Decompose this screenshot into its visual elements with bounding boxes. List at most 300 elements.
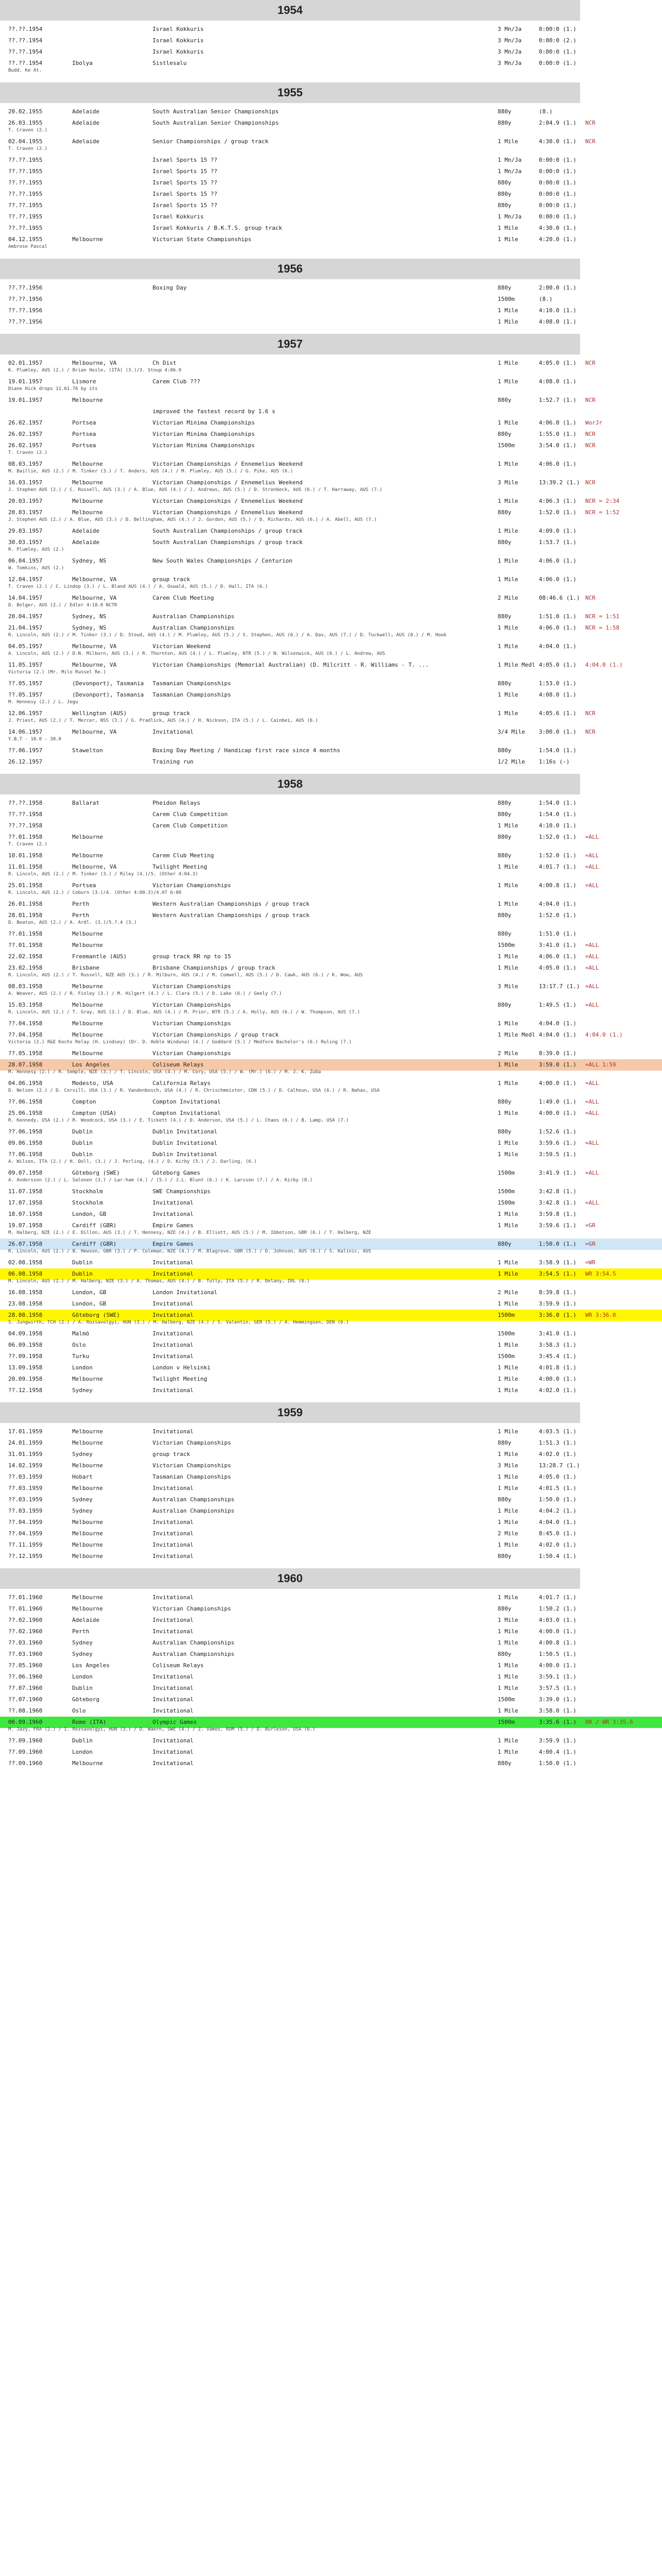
result-event: 1 Mile: [498, 822, 518, 829]
result-note: T. Craven (2.) / C. Lindop (3.) / L. Bland AUS (4.) / A. Oswald, AUS (5.) / D. Hall, ITA (6.): [8, 584, 268, 589]
result-date: 26.12.1957: [8, 758, 43, 765]
result-competition: South Australian Senior Championships: [152, 120, 279, 126]
result-location: Perth: [72, 901, 90, 907]
result-note: M. Halberg, NZE (2.) / E. Dillon, AUS (3.) / T. Hennesy, NZE (4.) / B. Elliott, AUS (5.) / M. Ibbotson, GBR (6.) / T. Halberg, NZE: [8, 1230, 371, 1235]
result-row: [0, 910, 662, 921]
result-event: 3 Mile: [498, 1462, 518, 1469]
result-record: =ALL: [585, 953, 599, 960]
result-row: [0, 641, 662, 652]
result-event: 1 Mile Medl: [498, 1031, 535, 1038]
result-row: [0, 1209, 662, 1220]
result-row: [0, 1449, 662, 1460]
result-event: 1/2 Mile: [498, 758, 525, 765]
result-date: 06.08.1958: [8, 1270, 43, 1277]
result-date: 30.03.1957: [8, 539, 43, 546]
result-time: 4:00.8 (1.): [539, 1639, 576, 1646]
result-date: ??.03.1960: [8, 1639, 43, 1646]
result-location: Adelaide: [72, 108, 99, 115]
result-date: ??.??.1954: [8, 26, 43, 32]
result-date: ??.06.1960: [8, 1673, 43, 1680]
result-competition: Invitational: [152, 1211, 194, 1217]
result-location: Melbourne, VA: [72, 576, 117, 583]
result-row: [0, 1126, 662, 1138]
result-date: 14.04.1957: [8, 595, 43, 601]
result-row: [0, 537, 662, 548]
result-event: 1 Mile: [498, 1749, 518, 1755]
result-location: Perth: [72, 1628, 90, 1635]
result-competition: Victorian Minima Championships: [152, 419, 255, 426]
result-date: ??.02.1960: [8, 1617, 43, 1623]
result-location: Melbourne, VA: [72, 662, 117, 668]
result-date: 18.07.1958: [8, 1211, 43, 1217]
result-row: [0, 756, 662, 768]
result-row: [0, 928, 662, 940]
result-time: 4:04.0 (1.): [539, 1031, 576, 1038]
result-date: 31.01.1959: [8, 1451, 43, 1458]
result-record: NCR: [585, 710, 596, 717]
result-event: 1500m: [498, 442, 515, 449]
result-record: =ALL: [585, 1002, 599, 1008]
result-time: 0:00:0 (1.): [539, 213, 576, 220]
result-competition: Israel Sports 15 ??: [152, 168, 217, 175]
result-row: [0, 1649, 662, 1660]
result-competition: SWE Championships: [152, 1188, 211, 1195]
result-date: 12.04.1957: [8, 576, 43, 583]
result-time: 1:54.0 (1.): [539, 811, 576, 818]
result-time: 4:00.0 (1.): [539, 1376, 576, 1382]
result-row: [0, 376, 662, 387]
result-date: ??.05.1957: [8, 691, 43, 698]
result-location: Dublin: [72, 1140, 93, 1146]
result-event: 880y: [498, 539, 512, 546]
result-competition: Victorian Championships: [152, 1462, 231, 1469]
result-row: [0, 200, 662, 211]
result-time: 3:58.3 (1.): [539, 1342, 576, 1348]
result-competition: Invitational: [152, 1617, 194, 1623]
result-date: 04.12.1955: [8, 236, 43, 243]
result-event: 1 Mn/Ja: [498, 157, 522, 163]
result-event: 1 Mile: [498, 1376, 518, 1382]
result-time: 4:30.0 (1.): [539, 225, 576, 231]
result-event: 880y: [498, 1002, 512, 1008]
result-competition: Pheidon Relays: [152, 800, 200, 806]
result-location: Melbourne: [72, 1462, 103, 1469]
result-time: 4:06.0 (1.): [539, 953, 576, 960]
result-row: [0, 1603, 662, 1615]
result-location: Portsea: [72, 442, 96, 449]
result-competition: Dublin Invitational: [152, 1140, 217, 1146]
result-note: A. Wilson, ITA (2.) / H. Doll, (3.) / J. Perling, (4.) / D. Kirby (5.) / J. Darling, (6.): [8, 1159, 257, 1164]
result-date: ??.09.1960: [8, 1737, 43, 1744]
result-date: ??.??.1956: [8, 296, 43, 302]
result-time: 1:51.0 (1.): [539, 930, 576, 937]
result-competition: Training run: [152, 758, 194, 765]
result-event: 880y: [498, 613, 512, 620]
result-event: 1 Mile: [498, 1639, 518, 1646]
result-location: Melbourne: [72, 236, 103, 243]
result-record: WR 3:54.5: [585, 1270, 616, 1277]
result-event: 2 Mile: [498, 595, 518, 601]
result-row: [0, 1758, 662, 1769]
result-time: 3:59.9 (1.): [539, 1300, 576, 1307]
result-location: Cardiff (GBR): [72, 1222, 117, 1229]
result-date: 17.07.1958: [8, 1199, 43, 1206]
result-time: 3:57.5 (1.): [539, 1685, 576, 1691]
result-location: Melbourne: [72, 1376, 103, 1382]
result-date: ??.09.1958: [8, 1353, 43, 1360]
result-time: 2:04.9 (1.): [539, 120, 576, 126]
result-event: 880y: [498, 834, 512, 840]
result-date: ??.01.1960: [8, 1594, 43, 1601]
result-time: 0:00:0 (1.): [539, 157, 576, 163]
result-row: [0, 211, 662, 223]
result-date: 09.06.1958: [8, 1140, 43, 1146]
result-location: Stockholm: [72, 1188, 103, 1195]
result-time: 4:06.0 (1.): [539, 576, 576, 583]
result-location: Stockholm: [72, 1199, 103, 1206]
result-row: [0, 117, 662, 129]
result-date: 20.09.1958: [8, 1376, 43, 1382]
result-competition: Carem Club ???: [152, 378, 200, 385]
result-event: 3 Mn/Ja: [498, 26, 522, 32]
result-row: [0, 1149, 662, 1160]
result-row: [0, 526, 662, 537]
result-competition: Göteborg Games: [152, 1170, 200, 1176]
result-note: A. Andersson (2.) / L. Salonen (3.) / Lar-ham (4.) / (5.) / J.L. Blunt (6.) / K. Larsson (7.) / A. Kirby (8.): [8, 1178, 313, 1183]
result-competition: South Australian Senior Championships: [152, 108, 279, 115]
result-date: ??.09.1960: [8, 1760, 43, 1767]
result-competition: Victorian Championships / Ennemelius Weekend: [152, 461, 303, 467]
result-row: [0, 880, 662, 891]
result-event: 1500m: [498, 296, 515, 302]
year-header: 1957: [0, 334, 580, 354]
result-row: [0, 1592, 662, 1603]
result-location: Göteborg: [72, 1696, 99, 1703]
result-competition: Western Australian Championships / group track: [152, 912, 310, 919]
result-location: London: [72, 1749, 93, 1755]
result-row: [0, 459, 662, 470]
result-date: ??.??.1954: [8, 37, 43, 44]
result-event: 1 Mile: [498, 1080, 518, 1087]
result-competition: Victorian Championships: [152, 1050, 231, 1057]
result-date: 06.09.1960: [8, 1719, 43, 1725]
result-competition: London Invitational: [152, 1289, 217, 1296]
result-event: 1 Mile: [498, 528, 518, 534]
result-row: [0, 1048, 662, 1059]
result-event: 880y: [498, 1651, 512, 1657]
result-location: Melbourne: [72, 1002, 103, 1008]
result-row: [0, 1528, 662, 1539]
result-date: ??.??.1958: [8, 822, 43, 829]
result-location: Los Angeles: [72, 1061, 110, 1068]
result-date: 26.02.1957: [8, 442, 43, 449]
result-time: 1:53.0 (1.): [539, 680, 576, 687]
result-row: [0, 1287, 662, 1298]
result-date: ??.06.1958: [8, 1151, 43, 1158]
result-competition: Invitational: [152, 1530, 194, 1537]
result-row: [0, 592, 662, 604]
result-note: Diane Hick drops 11.61.76 by its: [8, 386, 98, 392]
result-event: 1 Mile: [498, 882, 518, 889]
result-time: 3:39.0 (1.): [539, 1696, 576, 1703]
result-row: [0, 999, 662, 1011]
result-competition: improved the fastest record by 1.6 s: [152, 408, 276, 415]
result-event: 1 Mile: [498, 1387, 518, 1394]
result-date: ??.??.1955: [8, 168, 43, 175]
result-record: NCR: [585, 431, 596, 437]
result-row: [0, 1505, 662, 1517]
result-note: M. Hennesy (2.) / L. Jegu: [8, 700, 78, 705]
result-row: [0, 1340, 662, 1351]
result-event: 880y: [498, 680, 512, 687]
result-record: 4:04.0 (1.): [585, 1031, 623, 1038]
result-date: 13.09.1958: [8, 1364, 43, 1371]
year-header: 1955: [0, 82, 580, 103]
result-location: Göteborg (SWE): [72, 1170, 120, 1176]
result-event: 880y: [498, 852, 512, 859]
result-time: 0:00:0 (1.): [539, 26, 576, 32]
result-location: Melbourne: [72, 397, 103, 403]
result-location: Melbourne, VA: [72, 863, 117, 870]
year-header: 1958: [0, 774, 580, 794]
result-date: 20.04.1957: [8, 613, 43, 620]
result-competition: Boxing Day: [152, 284, 187, 291]
result-time: 1:52.0 (1.): [539, 509, 576, 516]
result-record: NCR: [585, 442, 596, 449]
result-record: NCR: [585, 479, 596, 486]
result-location: London, GB: [72, 1300, 107, 1307]
result-row: [0, 1029, 662, 1041]
result-time: 3:42.8 (1.): [539, 1188, 576, 1195]
result-note: Y.B.T - 18.0 - 30.0: [8, 737, 61, 742]
result-event: 1 Mile: [498, 1485, 518, 1492]
result-time: 2:00.0 (1.): [539, 284, 576, 291]
result-row: [0, 1747, 662, 1758]
result-event: 1 Mile: [498, 863, 518, 870]
result-event: 1 Mile: [498, 964, 518, 971]
result-date: ??.04.1959: [8, 1530, 43, 1537]
result-event: 1 Mile: [498, 236, 518, 243]
result-location: Los Angeles: [72, 1662, 110, 1669]
result-competition: Invitational: [152, 1428, 194, 1435]
result-row: [0, 1239, 662, 1250]
result-note: T. Craven (2.): [8, 450, 47, 455]
result-competition: Victorian Minima Championships: [152, 431, 255, 437]
result-time: 3:45.4 (1.): [539, 1353, 576, 1360]
result-date: 08.03.1958: [8, 983, 43, 990]
result-location: Melbourne: [72, 834, 103, 840]
result-note: S. Jungwirth, TCH (2.) / A. Rozsavolgyi, HUN (3.) / M. Halberg, NZE (4.) / S. Valentin, GER (5.) / A. Hemmingsen, DEN (6.): [8, 1320, 349, 1325]
result-event: 1 Mile: [498, 1617, 518, 1623]
result-event: 880y: [498, 108, 512, 115]
result-row: [0, 820, 662, 832]
result-event: 1 Mile: [498, 1473, 518, 1480]
result-date: ??.05.1958: [8, 1050, 43, 1057]
result-date: ??.??.1955: [8, 225, 43, 231]
result-location: Melbourne: [72, 498, 103, 504]
result-row: [0, 1257, 662, 1268]
result-competition: Invitational: [152, 1199, 194, 1206]
result-event: 2 Mile: [498, 1289, 518, 1296]
result-row: [0, 106, 662, 117]
result-record: 4:04.0 (1.): [585, 662, 623, 668]
result-record: NCR: [585, 360, 596, 366]
result-location: Melbourne, VA: [72, 595, 117, 601]
result-time: (8.): [539, 296, 553, 302]
result-competition: South Australian Championships / group track: [152, 528, 303, 534]
result-event: 1 Mile: [498, 307, 518, 314]
result-row: [0, 1108, 662, 1119]
result-event: 1 Mile: [498, 1270, 518, 1277]
result-date: ??.06.1958: [8, 1098, 43, 1105]
result-event: 880y: [498, 191, 512, 197]
result-note: R. Lincoln, AUS (2.) / B. Hewson, GBR (3.) / P. Coleman, NZE (4.) / M. Blagrove, GBR (5.) / D. Johnson, AUS (6.) / S. Kalinic, AUS: [8, 1249, 371, 1254]
result-location: Stawelton: [72, 747, 103, 754]
result-row: [0, 507, 662, 518]
result-time: 3:41.9 (1.): [539, 1170, 576, 1176]
result-event: 1 Mile: [498, 1519, 518, 1526]
result-row: [0, 1551, 662, 1562]
result-date: 21.04.1957: [8, 624, 43, 631]
result-competition: group track: [152, 576, 190, 583]
result-row: [0, 395, 662, 406]
result-row: [0, 832, 662, 843]
result-date: 19.01.1957: [8, 378, 43, 385]
result-note: T. Craven (2.): [8, 128, 47, 133]
result-time: 8:39.8 (1.): [539, 1289, 576, 1296]
result-record: =GR: [585, 1222, 596, 1229]
result-event: 1500m: [498, 1353, 515, 1360]
result-event: 1 Mile: [498, 138, 518, 145]
result-event: 1500m: [498, 1312, 515, 1318]
result-date: ??.06.1957: [8, 747, 43, 754]
result-time: 4:01.5 (1.): [539, 1485, 576, 1492]
result-row: [0, 861, 662, 873]
result-date: 23.08.1958: [8, 1300, 43, 1307]
result-row: [0, 1138, 662, 1149]
result-event: 1 Mile: [498, 691, 518, 698]
result-competition: Ch Dist: [152, 360, 177, 366]
result-time: 3:59.9 (1.): [539, 1737, 576, 1744]
result-time: 3:00.0 (1.): [539, 728, 576, 735]
result-location: Melbourne: [72, 1594, 103, 1601]
result-row: [0, 316, 662, 328]
result-date: ??.08.1960: [8, 1707, 43, 1714]
result-event: 1 Mn/Ja: [498, 168, 522, 175]
result-competition: South Australian Championships / group track: [152, 539, 303, 546]
result-record: =ALL: [585, 863, 599, 870]
result-time: 4:10.0 (1.): [539, 822, 576, 829]
result-event: 880y: [498, 930, 512, 937]
result-row: [0, 305, 662, 316]
result-competition: Invitational: [152, 1519, 194, 1526]
result-record: NCR: [585, 138, 596, 145]
result-time: 4:05.6 (1.): [539, 710, 576, 717]
result-note: R. Lincoln, AUS (2.) / M. Tinker (3.) / Riley (4.)/5. (Other 4:04.3): [8, 872, 198, 877]
result-date: 26.02.1957: [8, 419, 43, 426]
result-date: ??.??.1955: [8, 191, 43, 197]
result-location: Melbourne, VA: [72, 728, 117, 735]
result-competition: Coliseum Relays: [152, 1061, 204, 1068]
result-location: Dublin: [72, 1685, 93, 1691]
result-event: 880y: [498, 284, 512, 291]
result-event: 1 Mile: [498, 318, 518, 325]
result-record: =ALL 1:59: [585, 1061, 616, 1068]
result-event: 880y: [498, 1496, 512, 1503]
result-location: Melbourne: [72, 1428, 103, 1435]
result-competition: Carem Club Meeting: [152, 852, 214, 859]
result-note: J. Priest, AUS (2.) / T. Mercer, NSS (3.) / G. Pradlick, AUS (4.) / H. Nickson, ITA (5.) / L. Cainbei, AUS (6.): [8, 718, 318, 723]
result-date: ??.??.1954: [8, 60, 43, 66]
result-competition: Invitational: [152, 1312, 194, 1318]
result-competition: group track: [152, 710, 190, 717]
result-location: Sydney, NS: [72, 624, 107, 631]
result-note: M. Lincoln, AUS (2.) / M. Halberg, NZE (3.) / A. Thomas, AUS (4.) / B. Tully, ITA (5.) / R. Delany, IRL (6.): [8, 1279, 310, 1284]
result-event: 1500m: [498, 1199, 515, 1206]
result-time: 1:50.0 (1.): [539, 1760, 576, 1767]
result-note: J. Stephen AUS (2.) / A. Blue, AUS (3.) / D. Bellingham, AUS (4.) / J. Gordon, AUS (5.) / D. Richards, AUS (6.) / A. Abell, AUS (7.): [8, 517, 377, 522]
result-record: =ALL: [585, 1080, 599, 1087]
result-date: 20.03.1957: [8, 509, 43, 516]
result-event: 1 Mile: [498, 1300, 518, 1307]
result-date: ??.03.1959: [8, 1473, 43, 1480]
result-location: Dublin: [72, 1151, 93, 1158]
result-row: [0, 417, 662, 429]
result-row: [0, 962, 662, 974]
result-date: ??.03.1960: [8, 1651, 43, 1657]
result-record: =ALL: [585, 882, 599, 889]
result-time: 4:00.0 (1.): [539, 1080, 576, 1087]
result-competition: Invitational: [152, 1541, 194, 1548]
result-competition: Brisbane Championships / group track: [152, 964, 276, 971]
result-row: [0, 58, 662, 69]
result-competition: Tasmanian Championships: [152, 680, 231, 687]
result-time: 4:06.0 (1.): [539, 557, 576, 564]
result-event: 880y: [498, 800, 512, 806]
result-location: Portsea: [72, 419, 96, 426]
result-time: 4:02.0 (1.): [539, 1387, 576, 1394]
result-event: 1 Mile: [498, 461, 518, 467]
result-row: [0, 166, 662, 177]
result-row: [0, 1268, 662, 1280]
result-event: 1 Mile: [498, 1151, 518, 1158]
result-competition: London v Helsinki: [152, 1364, 211, 1371]
result-competition: Boxing Day Meeting / Handicap first race since 4 months: [152, 747, 341, 754]
result-note: M. Baillie, AUS (2.) / M. Tinker (3.) / T. Anders, AUS (4.) / M. Plumley, AUS (5.) / G. Pike, AUS (6.): [8, 469, 293, 474]
result-location: London: [72, 1364, 93, 1371]
result-time: 1:50.0 (1.): [539, 1496, 576, 1503]
result-location: Malmö: [72, 1330, 90, 1337]
result-record: =ALL: [585, 852, 599, 859]
result-date: ??.12.1959: [8, 1553, 43, 1560]
result-time: 1:53.7 (1.): [539, 539, 576, 546]
result-event: 1 Mile: [498, 498, 518, 504]
result-location: Adelaide: [72, 120, 99, 126]
result-competition: group track RR np to 15: [152, 953, 231, 960]
result-date: ??.03.1959: [8, 1485, 43, 1492]
result-record: =WR: [585, 1259, 596, 1266]
result-date: 06.04.1957: [8, 557, 43, 564]
result-record: =ALL: [585, 1170, 599, 1176]
result-time: 4:20.0 (1.): [539, 236, 576, 243]
result-row: [0, 1694, 662, 1705]
result-location: Melbourne: [72, 852, 103, 859]
result-location: Perth: [72, 912, 90, 919]
result-event: 1 Mile: [498, 378, 518, 385]
result-date: 28.01.1958: [8, 912, 43, 919]
result-note: Victoria (2.) R&E Kochs Relay (H. Lindsey) (Dr. D. Hoble Winduna) (4.) / Goddard (5.) / Medfore Bachelor's (6.) Ruling (7.): [8, 1040, 352, 1045]
result-competition: Carem Club Competition: [152, 822, 228, 829]
